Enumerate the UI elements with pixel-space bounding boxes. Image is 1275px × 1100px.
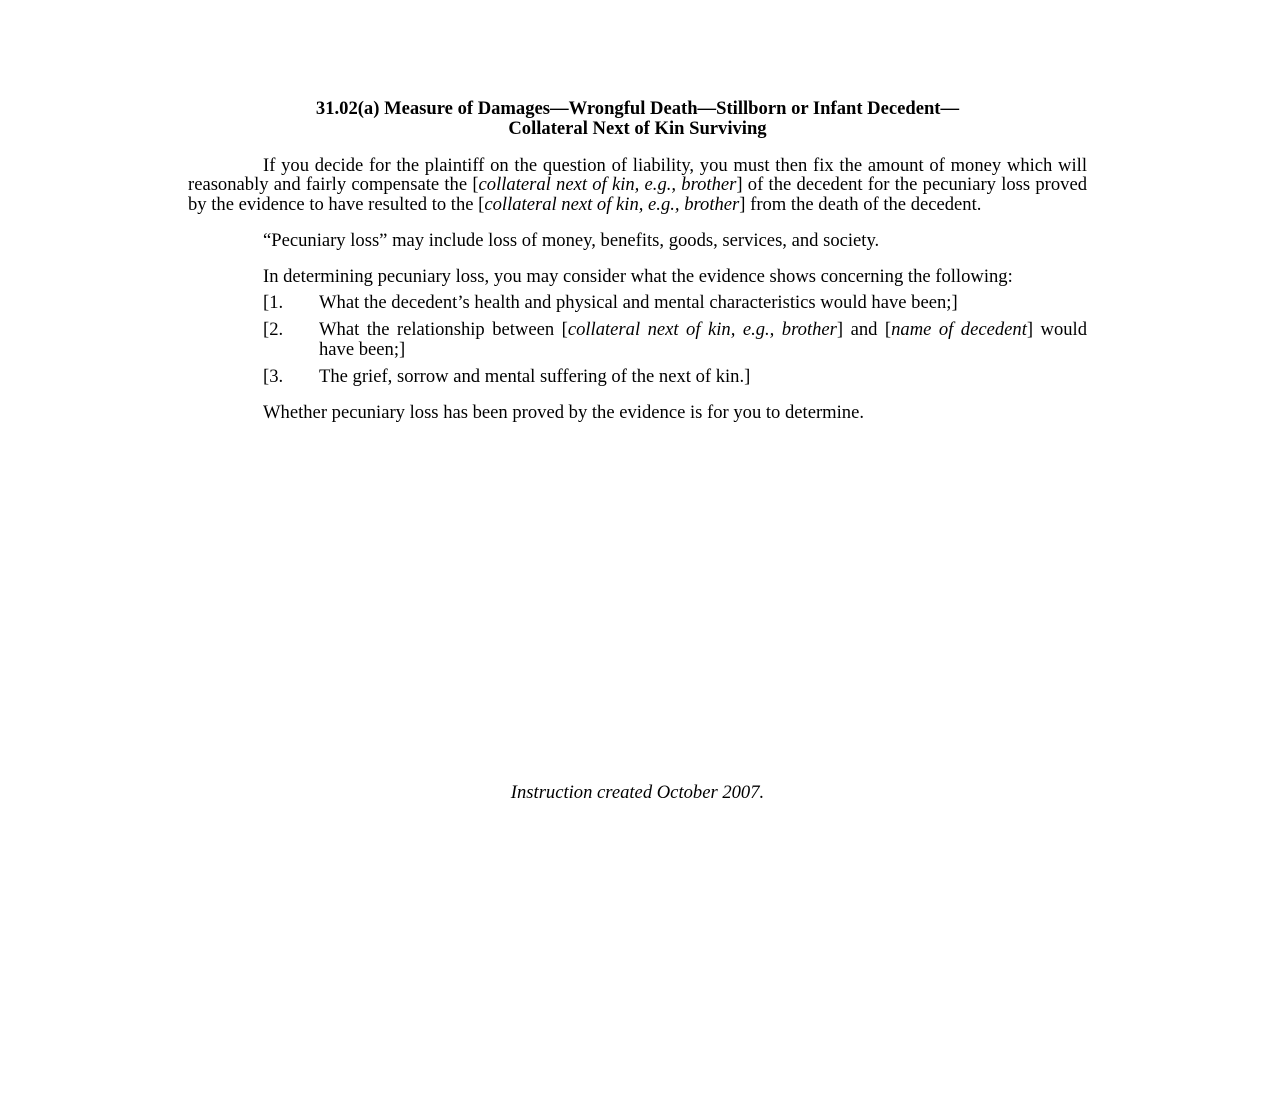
list-item — [188, 367, 1087, 386]
document-body — [188, 99, 1087, 422]
paragraph-compensation — [188, 156, 1087, 214]
list-item — [188, 293, 1087, 312]
list-text: The grief, sorrow and mental suffering of the next of kin.] — [319, 366, 751, 388]
list-number: [2. — [263, 319, 284, 341]
paragraph-determination: Whether pecuniary loss has been proved by the evidence is for you to determine. — [263, 401, 864, 423]
list2-text-c: ] and [ — [836, 319, 892, 341]
paragraph-determining: In determining pecuniary loss, you may consider what the evidence shows concerning the following: — [263, 265, 1013, 287]
list-number: [1. — [263, 292, 284, 314]
list-number: [3. — [263, 366, 284, 388]
list-text — [319, 320, 1087, 359]
para1-text-e: ] from the death of the decedent. — [739, 193, 982, 215]
page-title — [188, 99, 1087, 138]
paragraph-pecuniary-loss: “Pecuniary loss” may include loss of money, benefits, goods, services, and society. — [263, 229, 880, 251]
list2-text-e: ] would have been;] — [319, 319, 1088, 360]
list2-placeholder-kin: collateral next of kin, e.g., brother — [567, 319, 837, 341]
list-text: What the decedent’s health and physical and mental characteristics would have been;] — [319, 292, 958, 314]
para1-text-c: ] of the decedent for the pecuniary loss proved by the evidence to have resulted to the [ — [188, 174, 1087, 215]
title-line-2: Collateral Next of Kin Surviving — [508, 117, 767, 139]
list-item — [188, 320, 1087, 359]
title-line-1: 31.02(a) Measure of Damages—Wrongful Death—Stillborn or Infant Decedent— — [315, 98, 960, 119]
considerations-list — [188, 293, 1087, 387]
footer-note: Instruction created October 2007. — [510, 782, 765, 803]
list2-placeholder-decedent: name of decedent — [891, 319, 1027, 341]
para1-placeholder-kin: collateral next of kin, e.g., brother — [478, 174, 737, 196]
para1-text-a: If you decide for the plaintiff on the question of liability, you must then fix the amount of money which will reasonably and fairly compensate the [ — [188, 155, 1087, 196]
list2-text-a: What the relationship between [ — [319, 319, 568, 341]
para1-placeholder-kin-2: collateral next of kin, e.g., brother — [484, 193, 740, 215]
